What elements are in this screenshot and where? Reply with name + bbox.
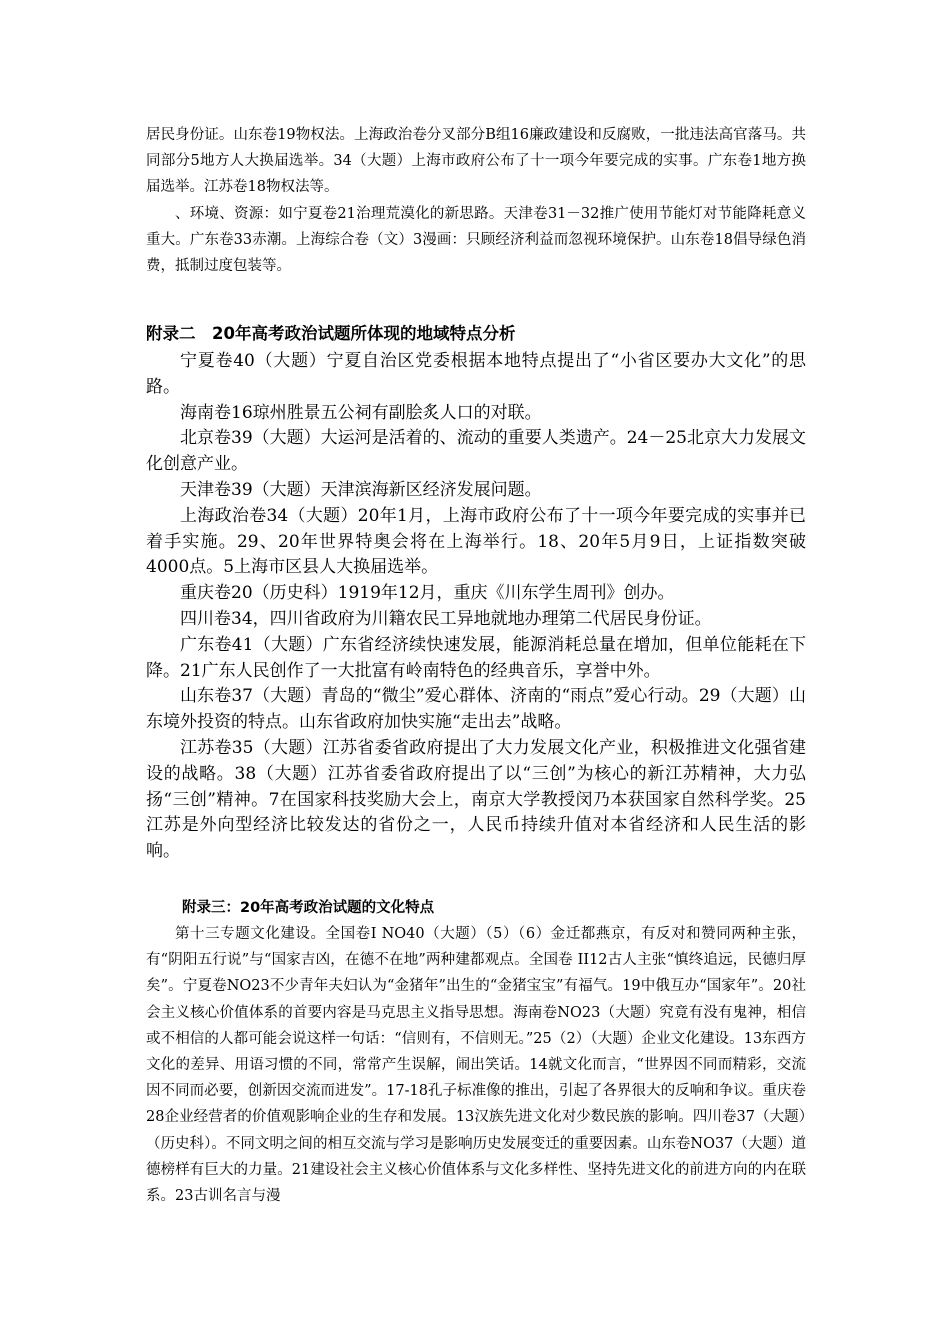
paragraph: 北京卷39（大题）大运河是活着的、流动的重要人类遗产。24－25北京大力发展文化创意产业。 — [146, 428, 806, 475]
paragraph: 江苏卷35（大题）江苏省委省政府提出了大力发展文化产业，积极推进文化强省建设的战略。38（大题）江苏省委省政府提出了以“三创”为核心的新江苏精神，大力弘扬“三创”精神。7在国家科技奖励大会上，南京大学教授闵乃本获国家自然科学奖。25江苏是外向型经济比较发达的省份之一，人民币持续升值对本省经济和人民生活的影响。 — [146, 737, 806, 862]
paragraph: 宁夏卷40（大题）宁夏自治区党委根据本地特点提出了“小省区要办大文化”的思路。 — [146, 351, 806, 397]
appendix-3-body — [146, 921, 806, 1209]
paragraph: 第十三专题文化建设。全国卷I NO40（大题）（5）（6）金迁都燕京，有反对和赞同两种主张，有“阴阳五行说”与“国家吉凶，在德不在地”两种建都观点。全国卷 II12古人主张“慎终追远，民德归厚矣”。宁夏卷NO23不少青年夫妇认为“金猪年”出生的“金猪宝宝”有福气。19中俄互办“国家年”。20社会主义核心价值体系的首要内容是马克思主义指导思想。海南卷NO23（大题）究竟有没有鬼神，相信或不相信的人都可能会说这样一句话：“信则有，不信则无。”25（2）（大题）企业文化建设。13东西方文化的差异、用语习惯的不同，常常产生误解，闹出笑话。14就文化而言，“世界因不同而精彩，交流因不同而必要，创新因交流而进发”。17-18孔子标准像的推出，引起了各界很大的反响和争议。重庆卷28企业经营者的价值观影响企业的生存和发展。13汉族先进文化对少数民族的影响。四川卷37（大题）（历史科）。不同文明之间的相互交流与学习是影响历史发展变迁的重要因素。山东卷NO37（大题）道德榜样有巨大的力量。21建设社会主义核心价值体系与文化多样性、坚持先进文化的前进方向的内在联系。23古训名言与漫 — [146, 926, 806, 1205]
paragraph: 居民身份证。山东卷19物权法。上海政治卷分叉部分B组16廉政建设和反腐败，一批违法高官落马。共同部分5地方人大换届选举。34（大题）上海市政府公布了十一项今年要完成的实事。广东卷1地方换届选举。江苏卷18物权法等。 — [146, 127, 806, 196]
section-top — [146, 122, 806, 279]
appendix-2-body — [146, 349, 806, 865]
paragraph: 四川卷34，四川省政府为川籍农民工异地就地办理第二代居民身份证。 — [180, 608, 712, 629]
paragraph: 、环境、资源：如宁夏卷21治理荒漠化的新思路。天津卷31－32推广使用节能灯对节能降耗意义重大。广东卷33赤潮。上海综合卷（文）3漫画：只顾经济利益而忽视环境保护。山东卷18倡导绿色消费，抵制过度包装等。 — [146, 205, 806, 275]
paragraph: 重庆卷20（历史科）1919年12月，重庆《川东学生周刊》创办。 — [180, 583, 675, 604]
paragraph: 上海政治卷34（大题）20年1月，上海市政府公布了十一项今年要完成的实事并已着手实施。29、20年世界特奥会将在上海举行。18、20年5月9日，上证指数突破4000点。5上海市区县人大换届选举。 — [146, 505, 806, 578]
paragraph: 海南卷16琼州胜景五公祠有副脍炙人口的对联。 — [180, 402, 542, 423]
paragraph: 山东卷37（大题）青岛的“微尘”爱心群体、济南的“雨点”爱心行动。29（大题）山东境外投资的特点。山东省政府加快实施“走出去”战略。 — [146, 686, 806, 733]
paragraph: 天津卷39（大题）天津滨海新区经济发展问题。 — [180, 479, 542, 500]
appendix-2-heading: 附录二 20年高考政治试题所体现的地域特点分析 — [146, 324, 516, 343]
appendix-3-heading: 附录三：20年高考政治试题的文化特点 — [182, 900, 435, 916]
paragraph: 广东卷41（大题）广东省经济续快速发展，能源消耗总量在增加，但单位能耗在下降。21广东人民创作了一大批富有岭南特色的经典音乐，享誉中外。 — [146, 634, 806, 681]
